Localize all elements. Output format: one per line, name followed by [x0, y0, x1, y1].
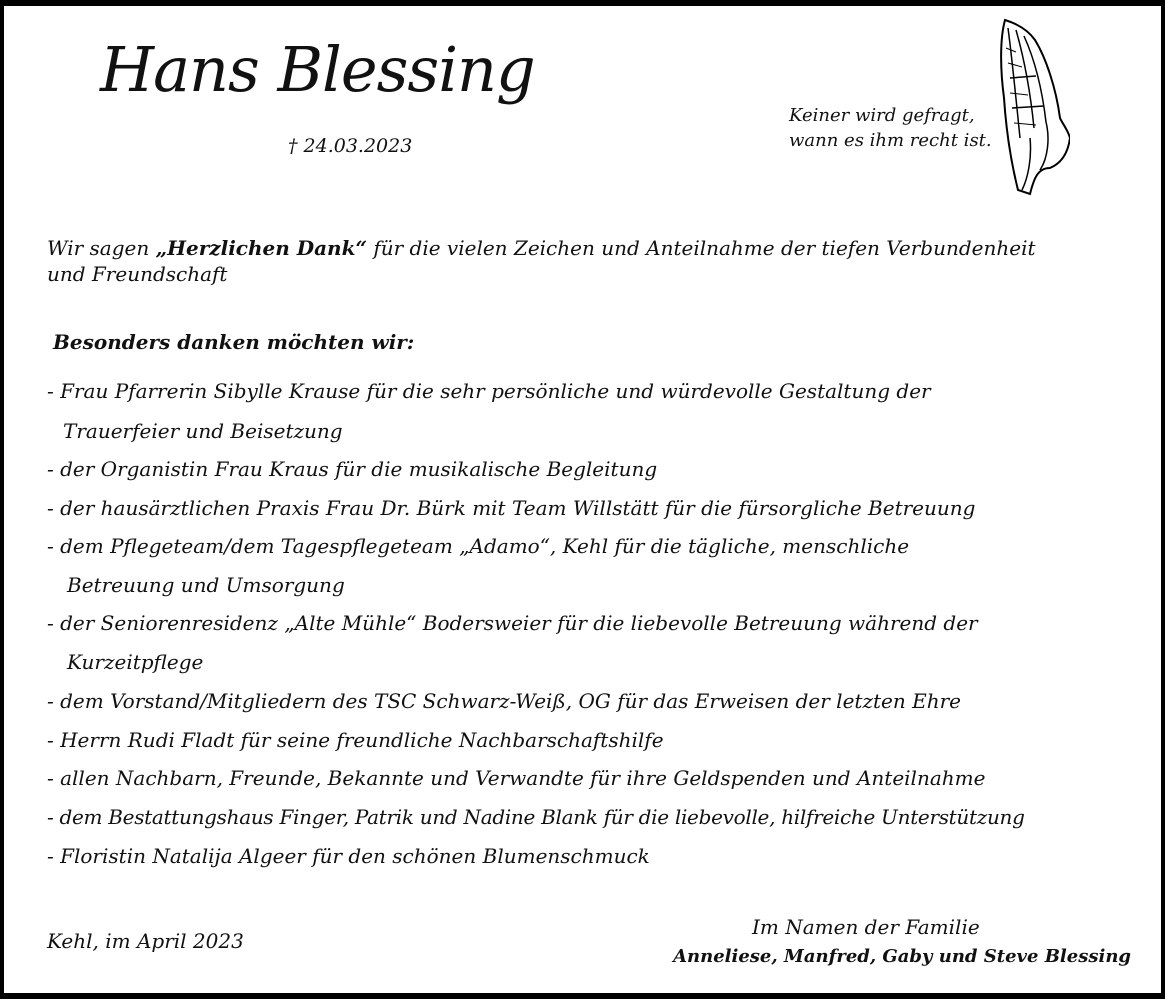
- list-item: - der hausärztlichen Praxis Frau Dr. Bürk mit Team Willstätt für die fürsorgliche Betreuung: [47, 496, 976, 520]
- list-item: - der Seniorenresidenz „Alte Mühle“ Bodersweier für die liebevolle Betreuung während der: [47, 611, 978, 635]
- list-item: - dem Pflegeteam/dem Tagespflegeteam „Adamo“, Kehl für die tägliche, menschliche: [47, 534, 910, 558]
- thanks-heading: Besonders danken möchten wir:: [53, 330, 415, 354]
- list-item: - der Organistin Frau Kraus für die musikalische Begleitung: [47, 457, 658, 481]
- list-item: Kurzeitpflege: [67, 650, 204, 674]
- intro-line-2: und Freundschaft: [47, 262, 228, 286]
- family-label: Im Namen der Familie: [752, 915, 980, 939]
- list-item: - allen Nachbarn, Freunde, Bekannte und Verwandte für ihre Geldspenden und Anteilnahme: [47, 766, 986, 790]
- praying-hands-icon: [990, 18, 1070, 198]
- list-item: - dem Bestattungshaus Finger, Patrik und Nadine Blank für die liebevolle, hilfreiche Unterstützung: [47, 805, 1025, 829]
- deceased-name: Hans Blessing: [100, 33, 535, 106]
- list-item: - Frau Pfarrerin Sibylle Krause für die sehr persönliche und würdevolle Gestaltung der: [47, 379, 931, 403]
- list-item: Betreuung und Umsorgung: [67, 573, 345, 597]
- place-date: Kehl, im April 2023: [47, 929, 244, 953]
- list-item: - Herrn Rudi Fladt für seine freundliche Nachbarschaftshilfe: [47, 728, 664, 752]
- herzlichen-dank: „Herzlichen Dank“: [155, 236, 367, 260]
- list-item: - dem Vorstand/Mitgliedern des TSC Schwarz-Weiß, OG für das Erweisen der letzten Ehre: [47, 689, 961, 713]
- death-date: † 24.03.2023: [288, 135, 413, 157]
- intro-line-1: Wir sagen „Herzlichen Dank“ für die vielen Zeichen und Anteilnahme der tiefen Verbundenheit: [47, 236, 1036, 260]
- quote: Keiner wird gefragt, wann es ihm recht ist.: [789, 105, 992, 151]
- family-names: Anneliese, Manfred, Gaby und Steve Blessing: [673, 946, 1131, 967]
- list-item: Trauerfeier und Beisetzung: [63, 419, 343, 443]
- list-item: - Floristin Natalija Algeer für den schönen Blumenschmuck: [47, 844, 650, 868]
